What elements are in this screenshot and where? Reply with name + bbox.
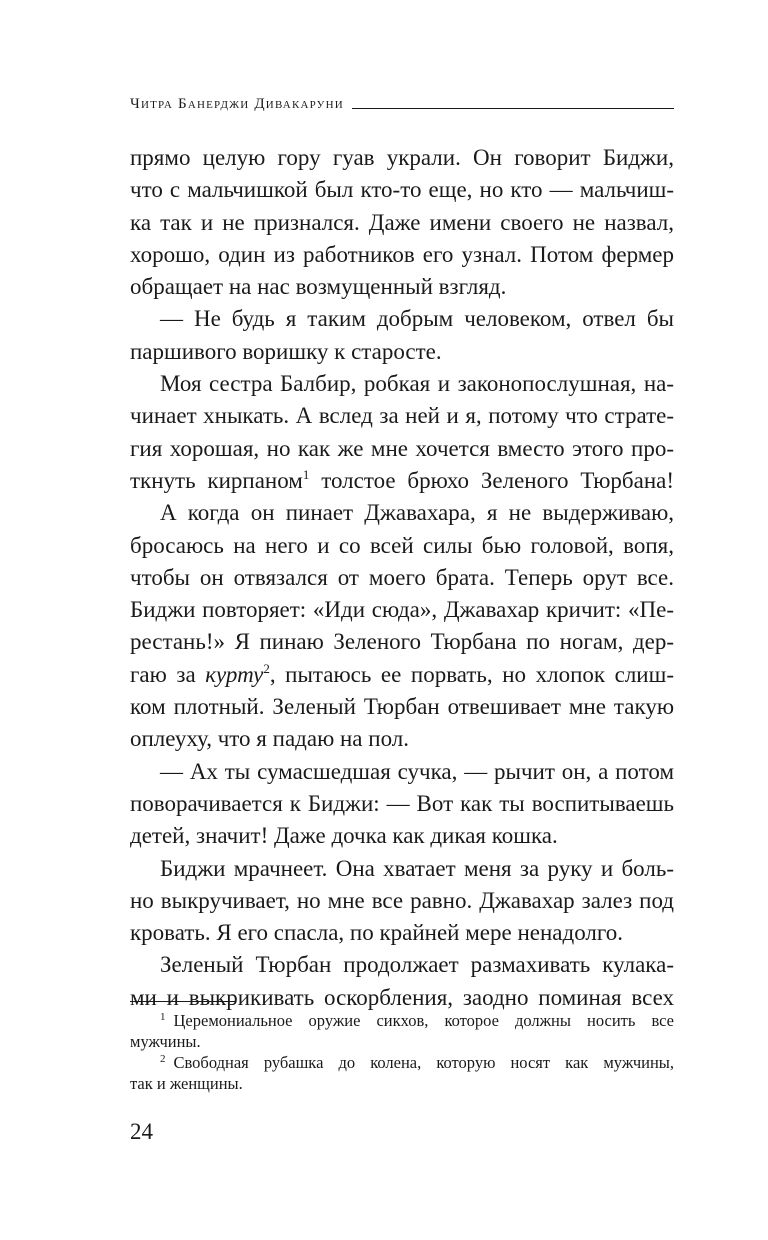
text-line: Биджи мрачнеет. Она хватает меня за руку и боль-: [160, 855, 674, 881]
text-line: хорошо, один из работников его узнал. Потом фермер: [130, 241, 674, 267]
header-author: Читра Банерджи Дивакаруни: [130, 96, 344, 112]
paragraph: [130, 142, 674, 303]
footnote-text: Церемониальное оружие сикхов, которое должны носить все: [173, 1011, 674, 1030]
italic-term: курту: [205, 661, 264, 687]
text-line: [130, 659, 674, 691]
text-line: прямо целую гору гуав украли. Он говорит Биджи,: [130, 145, 674, 170]
text-line: оплеуху, что я падаю на пол.: [130, 726, 409, 752]
text-line: паршивого воришку к старосте.: [130, 338, 442, 364]
text-line: А когда он пинает Джавахара, я не выдерживаю,: [160, 500, 674, 526]
footnotes: [130, 1010, 674, 1094]
footnote-mark: 2: [160, 1053, 166, 1065]
paragraph: [130, 497, 674, 755]
text-line: — Не будь я таким добрым человеком, отвел бы: [160, 306, 674, 332]
text-fragment: толстое брюхо Зеленого Тюрбана!: [309, 467, 674, 493]
text-line: бросаюсь на него и со всей силы бью головой, вопя,: [130, 532, 674, 558]
text-line: ми и выкрикивать оскорбления, заодно поминая всех: [130, 984, 674, 1010]
paragraph: [130, 368, 674, 497]
text-line: детей, значит! Даже дочка как дикая кошка.: [130, 823, 558, 849]
body-text: [130, 142, 674, 1014]
paragraph: [130, 853, 674, 950]
paragraph: [130, 949, 674, 1014]
text-line: Биджи повторяет: «Иди сюда», Джавахар кричит: «Пе-: [130, 597, 674, 623]
text-line: гия хорошая, но как же мне хочется вместо этого про-: [130, 435, 674, 461]
footnote-2-cont: так и женщины.: [130, 1074, 243, 1093]
footnote-1: [130, 1010, 674, 1031]
text-line: рестань!» Я пинаю Зеленого Тюрбана по ногам, дер-: [130, 629, 674, 655]
text-line: кровать. Я его спасла, по крайней мере ненадолго.: [130, 920, 623, 946]
text-line: ком плотный. Зеленый Тюрбан отвешивает мне такую: [130, 694, 674, 720]
text-line: что с мальчишкой был кто-то еще, но кто — мальчиш-: [130, 177, 674, 203]
running-header: [130, 95, 674, 113]
text-line: [130, 465, 674, 497]
footnote-separator: [130, 1001, 236, 1002]
footnote-mark: 1: [160, 1011, 166, 1023]
footnote-text: Свободная рубашка до колена, которую носят как мужчины,: [173, 1053, 674, 1072]
text-line: поворачивается к Биджи: — Вот как ты воспитываешь: [130, 790, 674, 816]
text-line: ка так и не признался. Даже имени своего не назвал,: [130, 209, 674, 235]
footnote-ref-1: 1: [302, 466, 310, 482]
text-line: Моя сестра Балбир, робкая и законопослушная, на-: [160, 371, 674, 397]
paragraph: [130, 756, 674, 853]
text-line: чинает хныкать. А вслед за ней и я, потому что страте-: [130, 403, 674, 429]
footnote-1-cont: мужчины.: [130, 1032, 201, 1051]
paragraph: [130, 303, 674, 368]
text-line: обращает на нас возмущенный взгляд.: [130, 274, 507, 300]
text-fragment: , пытаюсь ее порвать, но хлопок слиш-: [269, 661, 674, 687]
text-line: — Ах ты сумасшедшая сучка, — рычит он, а потом: [160, 758, 674, 784]
page-number: 24: [130, 1119, 153, 1144]
text-line: но выкручивает, но мне все равно. Джавахар залез под: [130, 887, 674, 913]
text-line: Зеленый Тюрбан продолжает размахивать кулака-: [160, 952, 674, 978]
text-fragment: гаю за: [130, 661, 206, 687]
text-fragment: ткнуть кирпаном: [130, 467, 303, 493]
footnote-2: [130, 1052, 674, 1073]
footnote-ref-2: 2: [263, 660, 270, 676]
header-rule: [352, 108, 674, 109]
text-line: чтобы он отвязался от моего брата. Теперь орут все.: [130, 564, 674, 590]
